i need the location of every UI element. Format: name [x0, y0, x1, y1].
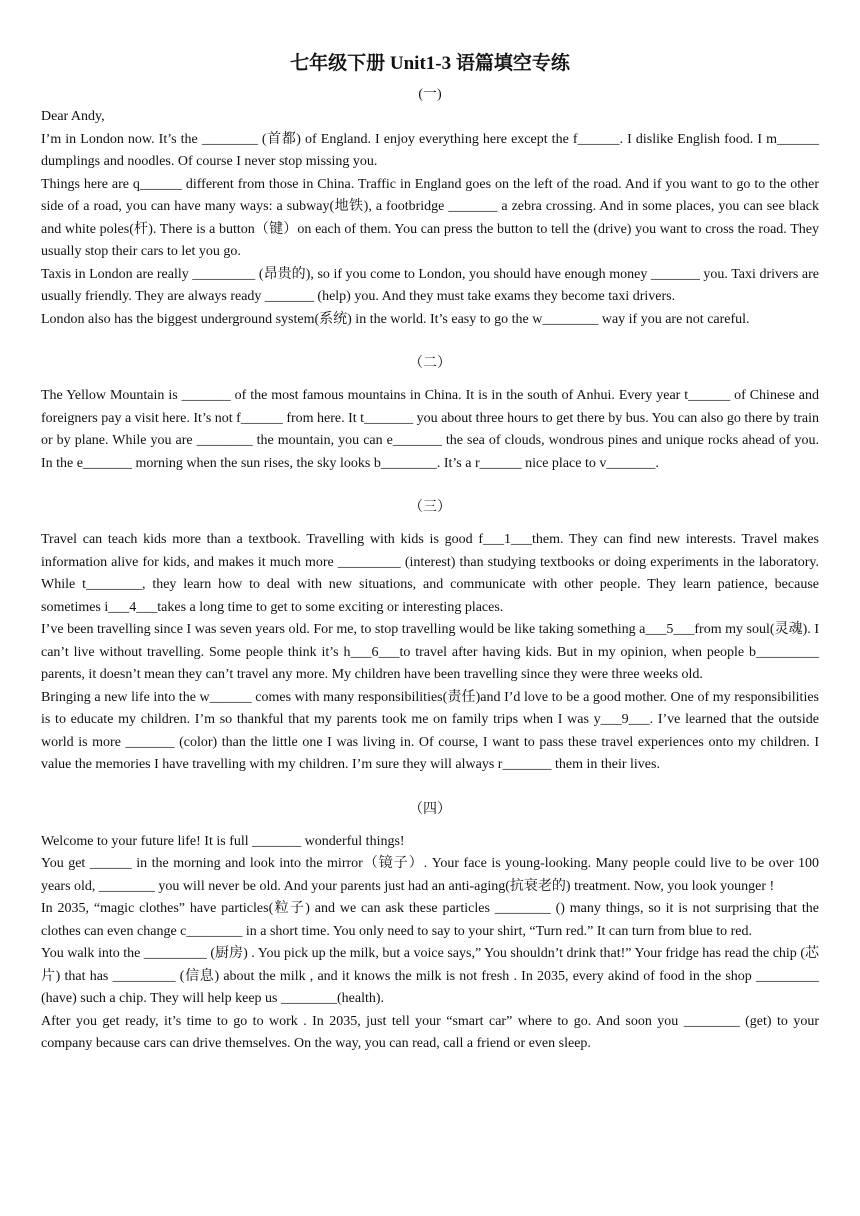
- paragraph: In 2035, “magic clothes” have particles(粒子) and we can ask these particles ________ () many things, so it is not surprising that the clothes can even change c________ in a short time. You only need to say to your shirt, “Turn red.” It can turn from blue to red.: [41, 901, 819, 939]
- section-spacer: [41, 777, 819, 799]
- paragraph: Dear Andy,: [41, 109, 105, 124]
- section-spacer: [41, 331, 819, 353]
- section-1: [41, 84, 819, 331]
- paragraph: I’ve been travelling since I was seven years old. For me, to stop travelling would be like taking something a___5___from my soul(灵魂). I can’t live without travelling. Some people think it’s h___6___to travel after having kids. But in my opinion, when people b_________ parents, it doesn’t mean they can’t travel any more. My children have been travelling since they were three weeks old.: [41, 622, 819, 682]
- paragraph: Things here are q______ different from those in China. Traffic in England goes on the left of the road. And if you want to go to the other side of a road, you can have many ways: a subway(地铁), a footbridge _______ a zebra crossing. And in some places, you can see black and white poles(杆). There is a button（键）on each of them. You can press the button to tell the (drive) you want to cross the road. They usually stop their cars to let you go.: [41, 176, 819, 259]
- paragraph: Bringing a new life into the w______ comes with many responsibilities(责任)and I’d love to be a good mother. One of my responsibilities is to educate my children. I’m so thankful that my parents took me on family trips when I was y___9___. I’ve learned that the outside world is more _______ (color) than the little one I was living in. Of course, I want to pass these travel experiences onto my children. I value the memories I have travelling with my children. I’m sure they will always r_______ them in their lives.: [41, 689, 819, 772]
- section-spacer: [41, 475, 819, 497]
- section-3: [41, 497, 819, 777]
- paragraph: I’m in London now. It’s the ________ (首都) of England. I enjoy everything here except the f______. I dislike English food. I m______ dumplings and noodles. Of course I never stop missing you.: [41, 131, 819, 169]
- paragraph: The Yellow Mountain is _______ of the most famous mountains in China. It is in the south of Anhui. Every year t______ of Chinese and foreigners pay a visit here. It’s not f______ from here. It t_______ you about three hours to get there by bus. You can also go there by train or by plane. While you are ________ the mountain, you can e_______ the sea of clouds, wondrous pines and unique rocks ahead of you. In the e_______ morning when the sun rises, the sky looks b________. It’s a r______ nice place to v_______.: [41, 388, 819, 471]
- heading-spacer: [41, 821, 819, 831]
- paragraph: After you get ready, it’s time to go to work . In 2035, just tell your “smart car” where to go. And soon you ________ (get) to your company because cars can drive themselves. On the way, you can read, call a friend or even sleep.: [41, 1013, 819, 1051]
- heading-spacer: [41, 375, 819, 385]
- paragraph: Travel can teach kids more than a textbook. Travelling with kids is good f___1___them. They can find new interests. Travel makes information alive for kids, and makes it much more _________ (interest) than studying textbooks or doing experiments in the laboratory. While t________, they learn how to deal with new situations, and communicate with other people. They learn patience, because sometimes i___4___takes a long time to get to some exciting or interesting places.: [41, 532, 819, 615]
- section-heading: （二）: [409, 356, 451, 371]
- section-heading: （四）: [409, 801, 451, 817]
- section-heading: (一): [418, 87, 442, 102]
- paragraph: You walk into the _________ (厨房) . You pick up the milk, but a voice says,” You shouldn’t drink that!” Your fridge has read the chip (芯片) that has _________ (信息) about the milk , and it knows the milk is not fresh . In 2035, every akind of food in the shop _________ (have) such a chip. They will help keep us ________(health).: [41, 946, 819, 1006]
- page-title: 七年级下册 Unit1-3 语篇填空专练: [290, 53, 570, 74]
- heading-spacer: [41, 519, 819, 529]
- paragraph: You get ______ in the morning and look into the mirror（镜子）. Your face is young-looking. Many people could live to be over 100 years old, ________ you will never be old. And your parents just had an anti-aging(抗衰老的) treatment. Now, you look younger !: [41, 856, 819, 894]
- section-4: [41, 799, 819, 1056]
- section-2: [41, 353, 819, 475]
- section-heading: （三）: [409, 500, 451, 515]
- paragraph: Taxis in London are really _________ (昂贵的), so if you come to London, you should have enough money _______ you. Taxi drivers are usually friendly. They are always ready _______ (help) you. And they must take exams they become taxi drivers.: [41, 266, 819, 304]
- paragraph: London also has the biggest underground system(系统) in the world. It’s easy to go the w________ way if you are not careful.: [41, 311, 750, 327]
- paragraph: Welcome to your future life! It is full _______ wonderful things!: [41, 833, 405, 849]
